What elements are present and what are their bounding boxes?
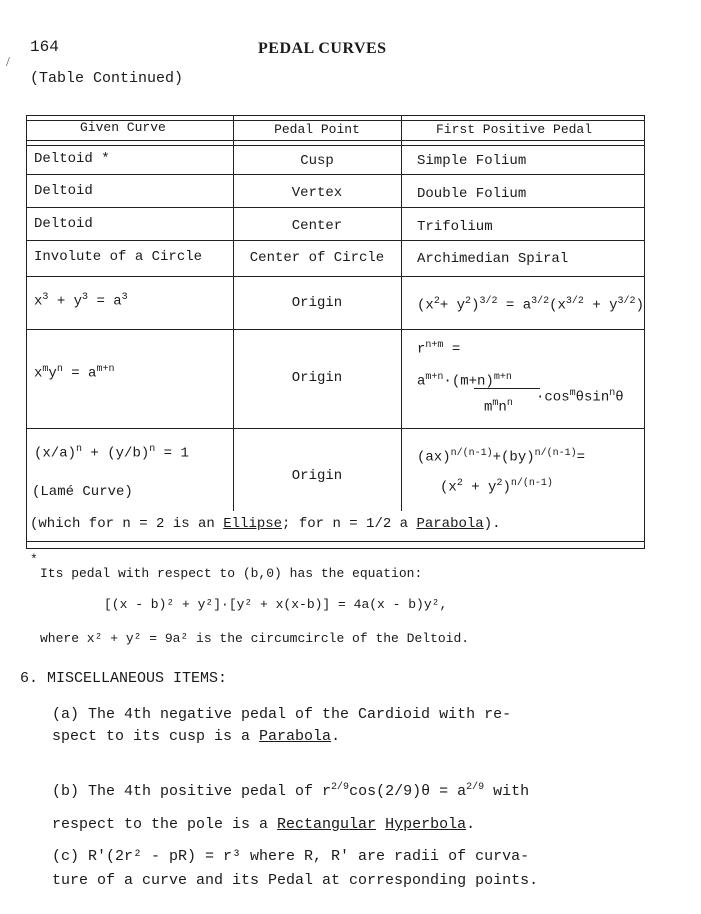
margin-mark: / bbox=[6, 55, 10, 70]
column-rule bbox=[233, 115, 234, 511]
item-a-line-2: spect to its cusp is a Parabola. bbox=[52, 728, 341, 745]
header-rule-double bbox=[26, 145, 645, 146]
row-rule bbox=[26, 207, 645, 208]
table-row-point: Vertex bbox=[291, 185, 343, 201]
table-row-pedal-formula-line1: (ax)$^{n/(n-1)}$+(by)$^{n/(n-1)}$= bbox=[417, 448, 586, 466]
table-row-curve-formula: $(x/a)^n + (y/b)^n = 1$ bbox=[34, 444, 189, 462]
lame-curve-label: (Lamé Curve) bbox=[32, 484, 133, 500]
table-row-curve: Deltoid bbox=[34, 183, 93, 199]
column-header-first-positive-pedal: First Positive Pedal bbox=[436, 122, 593, 137]
row-rule bbox=[26, 240, 645, 241]
table-bottom-inner-rule bbox=[26, 541, 645, 542]
column-header-given-curve: Given Curve bbox=[80, 120, 166, 135]
column-rule bbox=[401, 115, 402, 511]
table-row-pedal-formula-line2: $(x^2 + y^2)^{n/(n-1)}$ bbox=[440, 478, 553, 496]
table-footer-note: (which for n = 2 is an Ellipse; for n = 1/2 a Parabola). bbox=[30, 516, 501, 532]
row-rule bbox=[26, 329, 645, 330]
row-rule bbox=[26, 428, 645, 429]
table-row-pedal-formula: $(x^2+ y^2)^{3/2} = a^{3/2}(x^{3/2} + y^{3/2})$ bbox=[417, 296, 644, 314]
item-c-line-2: ture of a curve and its Pedal at corresponding points. bbox=[52, 872, 539, 889]
table-row-point: Cusp bbox=[300, 153, 334, 169]
table-row-curve: Deltoid bbox=[34, 216, 93, 232]
item-b-line-2: respect to the pole is a Rectangular Hyperbola. bbox=[52, 816, 476, 833]
table-row-point: Origin bbox=[291, 468, 343, 484]
footnote-mark: * bbox=[30, 552, 38, 567]
section-heading: 6. MISCELLANEOUS ITEMS: bbox=[20, 670, 228, 687]
header-rule bbox=[26, 140, 645, 141]
column-header-pedal-point: Pedal Point bbox=[274, 122, 360, 137]
table-row-curve-formula: $x^3 + y^3 = a^3$ bbox=[34, 292, 128, 310]
item-c-line-1: (c) R'(2r² - pR) = r³ where R, R' are radii of curva- bbox=[52, 848, 530, 865]
table-row-pedal-formula-line1: $r^{n+m}$ = bbox=[417, 340, 461, 358]
table-row-pedal-formula-trig: $\cdot\cos^m\theta\sin^n\theta$ bbox=[536, 388, 624, 406]
table-row-curve: Deltoid * bbox=[34, 151, 110, 167]
table-row-pedal: Trifolium bbox=[417, 219, 493, 235]
footnote-line-1: Its pedal with respect to (b,0) has the equation: bbox=[40, 566, 423, 581]
table-row-point: Center bbox=[291, 218, 343, 234]
table-continued-label: (Table Continued) bbox=[30, 70, 184, 87]
table-row-curve: Involute of a Circle bbox=[34, 249, 203, 265]
table-row-pedal-formula-line2: $a^{m+n}\cdot(m+n)^{m+n}$ bbox=[417, 372, 512, 390]
table-row-point: Origin bbox=[291, 370, 343, 386]
row-rule bbox=[26, 174, 645, 175]
table-row-pedal: Simple Folium bbox=[417, 153, 527, 169]
item-b-line-1: (b) The 4th positive pedal of $r^{2/9}\cos(2/9)\theta = a^{2/9}$ with bbox=[52, 782, 530, 800]
table-row-pedal: Double Folium bbox=[417, 186, 527, 202]
fraction-bar bbox=[474, 388, 540, 389]
table-row-curve-formula: $x^my^n = a^{m+n}$ bbox=[34, 364, 115, 382]
footnote-line-3: where x² + y² = 9a² is the circumcircle of the Deltoid. bbox=[40, 631, 470, 646]
table-row-point: Center of Circle bbox=[249, 250, 385, 266]
row-rule bbox=[26, 276, 645, 277]
page-number: 164 bbox=[30, 38, 59, 56]
footnote-equation: [(x - b)² + y²]·[y² + x(x-b)] = 4a(x - b)y², bbox=[104, 597, 448, 612]
page-title: PEDAL CURVES bbox=[258, 40, 387, 57]
item-a-line-1: (a) The 4th negative pedal of the Cardioid with re- bbox=[52, 706, 512, 723]
table-row-pedal: Archimedian Spiral bbox=[417, 251, 569, 267]
table-row-point: Origin bbox=[291, 295, 343, 311]
table-row-pedal-formula-denominator: $m^mn^n$ bbox=[484, 398, 513, 416]
